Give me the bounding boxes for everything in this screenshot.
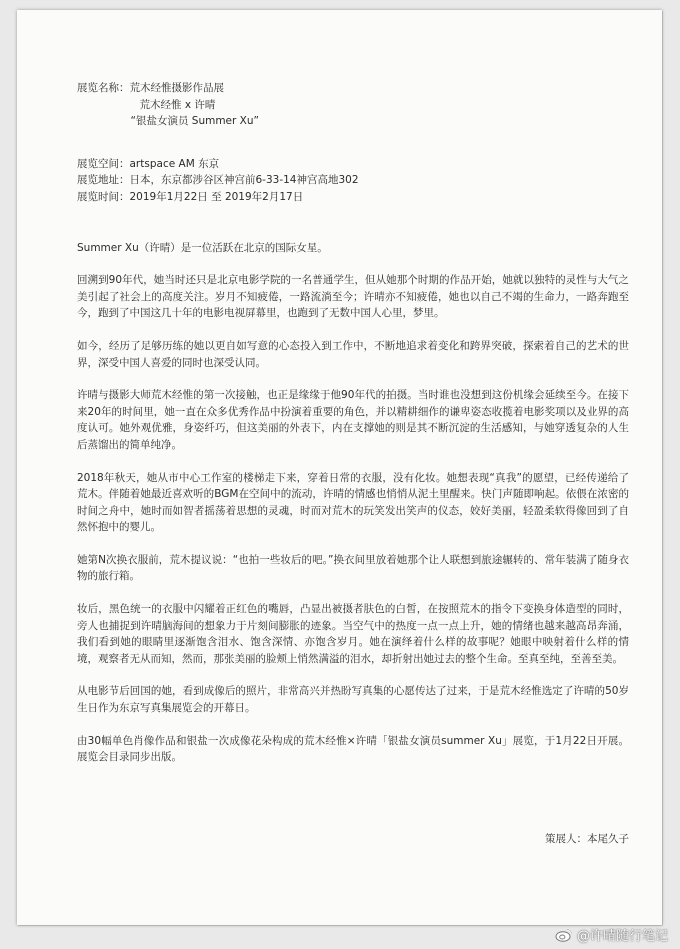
exhibition-name-line: 荒木经惟摄影作品展: [129, 82, 224, 94]
exhibition-time: 展览时间：2019年1月22日 至 2019年2月17日: [77, 190, 304, 203]
paragraph: Summer Xu（许晴）是一位活跃在北京的国际女星。: [77, 241, 328, 254]
watermark-text: @许晴随行笔记: [576, 929, 668, 944]
exhibition-name-row: [77, 80, 629, 130]
exhibition-name-lines: [130, 80, 259, 130]
exhibition-name-label: 展览名称：: [77, 82, 130, 94]
paragraph: 从电影节后回国的她，看到成像后的照片，非常高兴并热盼写真集的心愿传达了过来，于是荒木经惟选定了许晴的50岁生日作为东京写真集展览会的开幕日。: [77, 685, 629, 715]
paragraph: 如今，经历了足够历练的她以更自如写意的心态投入到工作中，不断地追求着变化和跨界突破，探索着自己的艺术的世界，深受中国人喜爱的同时也深受认同。: [77, 339, 629, 369]
paragraph: 回溯到90年代，她当时还只是北京电影学院的一名普通学生，但从她那个时期的作品开始，她就以独特的灵性与大气之美引起了社会上的高度关注。岁月不知疲倦，一路流淌至今；许晴亦不知疲倦，她也以自己不竭的生命力，一路奔跑至今，跑到了中国这几十年的电影电视屏幕里，也跑到了无数中国人心里，梦里。: [77, 274, 629, 320]
paragraph: 她第N次换衣服前，荒木提议说：“也拍一些妆后的吧。”换衣间里放着她那个让人联想到旅途辗转的、常年装满了随身衣物的旅行箱。: [77, 553, 629, 583]
exhibition-space: 展览空间：artspace AM 东京: [77, 157, 220, 170]
paragraph: 妆后，黑色统一的衣服中闪耀着正红色的嘴唇，凸显出被摄者肤色的白皙，在按照荒木的指令下变换身体造型的同时，旁人也捕捉到许晴脑海间的想象力于片刻间膨胀的迹象。当空气中的热度一点一点上升，她的情绪也越来越高昂奔涌，我们看到她的眼睛里逐渐饱含泪水、饱含深情、亦饱含岁月。她在演绎着什么样的故事呢？她眼中映射着什么样的情境，观察者无从而知，然而，那张美丽的脸颊上悄然满溢的泪水，却折射出她过去的整个生命。至真至纯，至善至美。: [77, 603, 629, 665]
exhibition-name-block: [77, 80, 629, 130]
weibo-logo-icon: [555, 927, 573, 942]
exhibition-name-line: 荒木经惟 x 许晴: [139, 98, 216, 111]
document-content: [77, 80, 629, 845]
weibo-watermark: [555, 925, 668, 944]
paragraph: 2018年秋天，她从市中心工作室的楼梯走下来，穿着日常的衣服，没有化妆。她想表现“真我”的愿望，已经传递给了荒木。伴随着她最近喜欢听的BGM在空间中的流动，许晴的情感也悄悄从泥土里醒来。快门声随即响起。依偎在浓密的时间之舟中，她时而如智者摇荡着思想的灵魂，时而对荒木的玩笑发出笑声的仪态，姣好美丽，轻盈柔软得像回到了自然怀抱中的婴儿。: [77, 471, 629, 534]
paragraph: 许晴与摄影大师荒木经惟的第一次接触，也正是缘缘于他90年代的拍摄。当时谁也没想到这份机缘会延续至今。在接下来20年的时间里，她一直在众多优秀作品中扮演着重要的角色，并以精耕细作的谦卑姿态收揽着电影奖项以及业界的高度认可。她外观优雅，身姿纤巧，但这美丽的外表下，内在支撑她的则是其不断沉淀的生活感知，与她穿透复杂的人生后蒸馏出的简单纯净。: [77, 389, 629, 451]
exhibition-name-line: “银盐女演员 Summer Xu”: [130, 115, 259, 128]
exhibition-address: 展览地址：日本，东京都涉谷区神宫前6-33-14神宫高地302: [77, 174, 359, 187]
document-page: [17, 10, 662, 925]
paragraph: 由30幅单色肖像作品和银盐一次成像花朵构成的荒木经惟×许晴「银盐女演员summer Xu」展览，于1月22日开展。展览会目录同步出版。: [77, 734, 629, 764]
exhibition-info-block: [77, 156, 629, 206]
curator-signature: 策展人：本尾久子: [545, 833, 629, 845]
